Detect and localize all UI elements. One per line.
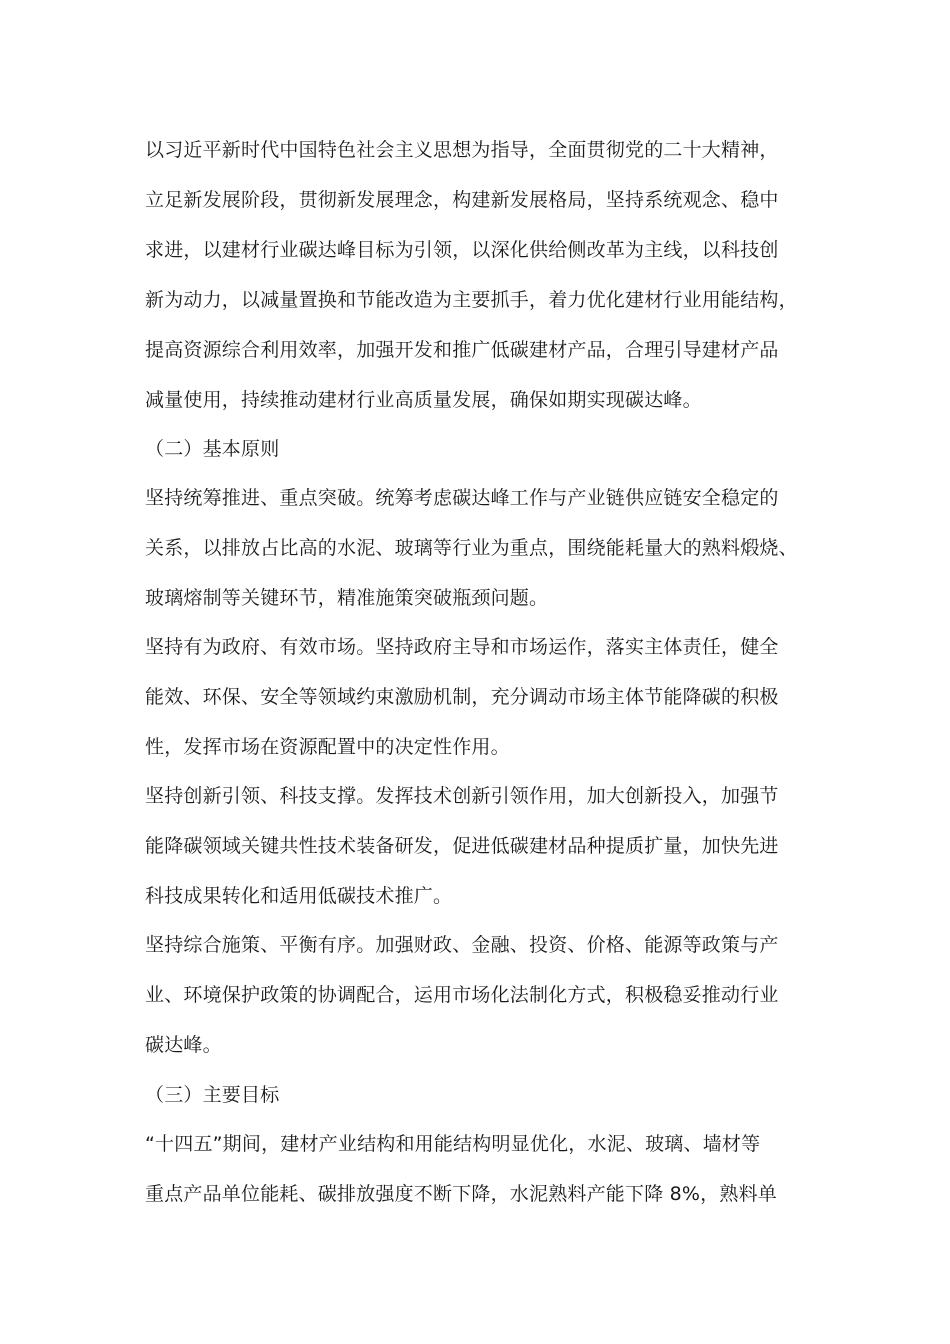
text-line: 提高资源综合利用效率，加强开发和推广低碳建材产品，合理引导建材产品 (145, 339, 779, 361)
section-heading: （二）基本原则 (145, 438, 280, 460)
text-line: 碳达峰。 (145, 1034, 222, 1056)
text-line: 求进，以建材行业碳达峰目标为引领，以深化供给侧改革为主线，以科技创 (145, 239, 779, 261)
text-line: 业、环境保护政策的协调配合，运用市场化法制化方式，积极稳妥推动行业 (145, 984, 779, 1006)
text-line: 坚持有为政府、有效市场。坚持政府主导和市场运作，落实主体责任，健全 (145, 636, 779, 658)
text-line: 坚持统筹推进、重点突破。统筹考虑碳达峰工作与产业链供应链安全稳定的 (145, 487, 779, 509)
text-line: 立足新发展阶段，贯彻新发展理念，构建新发展格局，坚持系统观念、稳中 (145, 189, 779, 211)
text-line: 坚持创新引领、科技支撑。发挥技术创新引领作用，加大创新投入，加强节 (145, 785, 779, 807)
text-line: 能效、环保、安全等领域约束激励机制，充分调动市场主体节能降碳的积极 (145, 686, 779, 708)
text-line: 科技成果转化和适用低碳技术推广。 (145, 885, 453, 907)
text-line: “十四五”期间，建材产业结构和用能结构明显优化，水泥、玻璃、墙材等 (145, 1133, 761, 1155)
text-line: 减量使用，持续推动建材行业高质量发展，确保如期实现碳达峰。 (145, 389, 702, 411)
section-heading: （三）主要目标 (145, 1084, 280, 1106)
text-line: 以习近平新时代中国特色社会主义思想为指导，全面贯彻党的二十大精神， (145, 139, 779, 161)
text-line: 能降碳领域关键共性技术装备研发，促进低碳建材品种提质扩量，加快先进 (145, 835, 779, 857)
text-line: 坚持综合施策、平衡有序。加强财政、金融、投资、价格、能源等政策与产 (145, 934, 779, 956)
text-line: 重点产品单位能耗、碳排放强度不断下降，水泥熟料产能下降 8%，熟料单 (145, 1183, 777, 1205)
text-line: 新为动力，以减量置换和节能改造为主要抓手，着力优化建材行业用能结构， (145, 289, 798, 311)
text-line: 性，发挥市场在资源配置中的决定性作用。 (145, 736, 510, 758)
text-line: 关系，以排放占比高的水泥、玻璃等行业为重点，围绕能耗量大的熟料煅烧、 (145, 537, 798, 559)
text-line: 玻璃熔制等关键环节，精准施策突破瓶颈问题。 (145, 587, 549, 609)
